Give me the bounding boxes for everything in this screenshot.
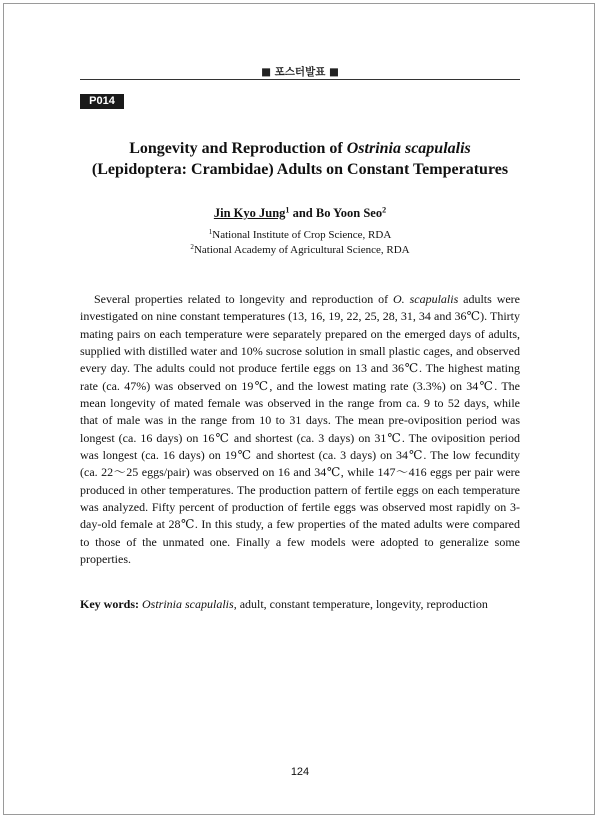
affiliations <box>60 228 540 258</box>
paper-title <box>60 138 540 180</box>
page-number: 124 <box>290 766 310 778</box>
affiliation-2 <box>60 243 540 258</box>
section-header: ■ 포스터발표 ■ <box>261 66 339 78</box>
affiliation-1-mark: 1 <box>208 228 213 237</box>
affiliation-2-mark: 2 <box>190 243 194 252</box>
author-2-affiliation-mark: 2 <box>382 205 387 215</box>
keywords-line <box>80 596 540 613</box>
affiliation-1-text: National Institute of Crop Science, RDA <box>212 229 392 241</box>
title-line2-text: (Lepidoptera: Crambidae) Adults on Constant Temperatures <box>91 161 509 178</box>
abstract-body: adults were investigated on nine constant temperatures (13, 16, 19, 22, 25, 28, 31, 34 and 36℃). Thirty mating pairs on each temperature were separately prepared on the emerged days of adults, supplied with distilled water and 10% sucrose solution in small plastic cages, and observed every day. The adults could not produce fertile eggs on 13 and 36℃. The highest mating rate (ca. 47%) was observed on 19℃, and the lowest mating rate (3.3%) on 34℃. The mean longevity of mated female was observed in the range from ca. 9 to 52 days, while that of male was in the range from 10 to 31 days. The mean pre-oviposition period was longest (ca. 16 days) on 16℃ and shortest (ca. 3 days) on 31℃. The oviposition period was longest (ca. 16 days) on 19℃ and shortest (ca. 3 days) on 34℃. The low fecundity (ca. 22～25 eggs/pair) was observed on 16 and 34℃, while 147～416 eggs per pair were produced in other temperatures. The production pattern of fertile eggs on each temperature was analyzed. Fifty percent of production of fertile eggs was observed most rapidly on 3-day-old female at 28℃. In this study, a few properties of the mated adults were compared to those of the unmated one. Finally a few models were adopted to generalize some properties. <box>80 292 521 567</box>
author-connector: and <box>289 206 316 220</box>
header-divider <box>80 79 520 80</box>
abstract-intro: Several properties related to longevity and reproduction of <box>94 292 394 306</box>
author-2-name: Bo Yoon Seo <box>315 206 383 220</box>
keywords-species: Ostrinia scapulalis <box>142 597 234 611</box>
title-species-name: Ostrinia scapulalis <box>346 140 471 157</box>
author-1-affiliation-mark: 1 <box>285 205 290 215</box>
author-1-name: Jin Kyo Jung <box>213 206 286 220</box>
keywords-list: , adult, constant temperature, longevity, reproduction <box>233 597 488 611</box>
title-line1-text: Longevity and Reproduction of <box>129 140 347 157</box>
affiliation-1 <box>60 228 540 243</box>
author-line <box>60 206 540 221</box>
affiliation-2-text: National Academy of Agricultural Science, RDA <box>193 244 410 256</box>
keywords-label: Key words: <box>80 597 139 611</box>
abstract-paragraph <box>80 291 520 569</box>
abstract-species-name: O. scapulalis <box>393 292 459 306</box>
poster-code-badge: P014 <box>80 94 124 109</box>
